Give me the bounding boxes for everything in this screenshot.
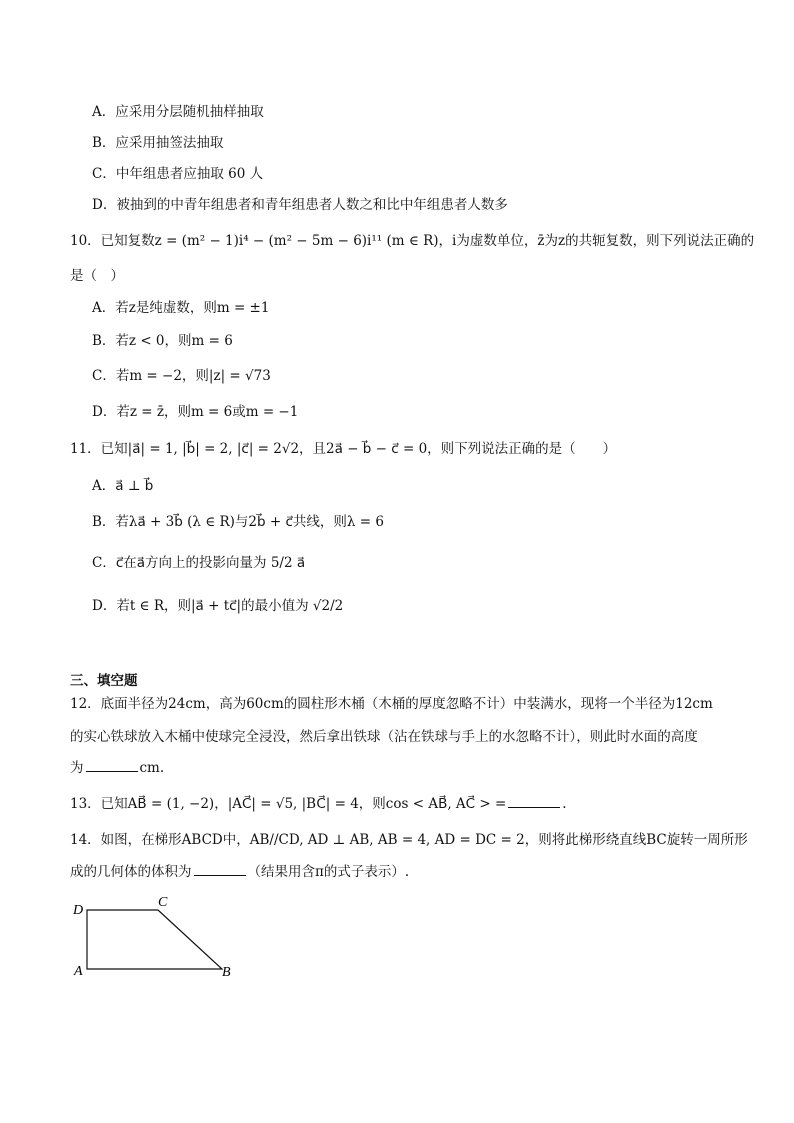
q13-pre: 13．已知AB⃗ = (1, −2)，|AC⃗| = √5, |BC⃗| = 4，则cos < AB⃗, AC⃗ > = — [70, 796, 507, 812]
q11-option-c: C．c⃗在a⃗方向上的投影向量为 5/2 a⃗ — [92, 555, 306, 571]
q14-line2 — [70, 861, 409, 882]
q9-option-c: C．中年组患者应抽取 60 人 — [92, 166, 264, 182]
q11-option-d: D．若t ∈ R，则|a⃗ + tc⃗|的最小值为 √2/2 — [92, 598, 344, 614]
label-a: A — [74, 964, 83, 979]
section-title: 三、填空题 — [70, 673, 138, 689]
q9-option-b: B．应采用抽签法抽取 — [92, 135, 224, 151]
label-b: B — [222, 965, 231, 980]
q10-option-d: D．若z = z̄，则m = 6或m = −1 — [92, 404, 299, 420]
q14-line2-post: （结果用含π的式子表示）. — [247, 864, 410, 880]
q9-option-a: A．应采用分层随机抽样抽取 — [92, 104, 264, 120]
q10-option-c: C．若m = −2，则|z| = √73 — [92, 368, 271, 384]
q12-answer-blank[interactable] — [86, 757, 138, 772]
q12-line3 — [70, 757, 164, 778]
q9-option-d: D．被抽到的中青年组患者和青年组患者人数之和比中年组患者人数多 — [92, 197, 508, 213]
label-d: D — [73, 903, 84, 918]
q10-stem-line1: 10．已知复数z = (m² − 1)i⁴ − (m² − 5m − 6)i¹¹ (m ∈ R)，i为虚数单位，z̄为z的共轭复数，则下列说法正确的 — [70, 233, 755, 249]
label-c: C — [158, 895, 168, 910]
q11-stem: 11．已知|a⃗| = 1, |b⃗| = 2, |c⃗| = 2√2，且2a⃗ − b⃗ − c⃗ = 0，则下列说法正确的是（ ） — [70, 441, 617, 457]
q12-line3-post: cm. — [139, 760, 165, 776]
trapezoid-figure — [70, 893, 240, 985]
q11-option-b: B．若λa⃗ + 3b⃗ (λ ∈ R)与2b⃗ + c⃗共线，则λ = 6 — [92, 514, 384, 530]
q13-post: . — [562, 796, 567, 812]
q10-stem-line2: 是（ ） — [70, 268, 124, 284]
trapezoid-diagram — [70, 893, 240, 985]
q13-line — [70, 793, 567, 814]
q11-option-a: A．a⃗ ⊥ b⃗ — [92, 478, 154, 494]
q14-line1: 14．如图，在梯形ABCD中，AB//CD, AD ⊥ AB, AB = 4, AD = DC = 2，则将此梯形绕直线BC旋转一周所形 — [70, 832, 748, 848]
q14-line2-pre: 成的几何体的体积为 — [70, 864, 192, 880]
q12-line2: 的实心铁球放入木桶中使球完全浸没，然后拿出铁球（沾在铁球与手上的水忽略不计），则此时水面的高度 — [70, 729, 698, 745]
q12-line1: 12．底面半径为24cm，高为60cm的圆柱形木桶（木桶的厚度忽略不计）中装满水，现将一个半径为12cm — [70, 696, 713, 712]
q10-option-b: B．若z < 0，则m = 6 — [92, 333, 233, 349]
q13-answer-blank[interactable] — [508, 793, 560, 808]
trapezoid-shape — [87, 910, 222, 969]
q14-answer-blank[interactable] — [194, 861, 246, 876]
q10-option-a: A．若z是纯虚数，则m = ±1 — [92, 300, 270, 316]
q12-line3-pre: 为 — [70, 760, 84, 776]
